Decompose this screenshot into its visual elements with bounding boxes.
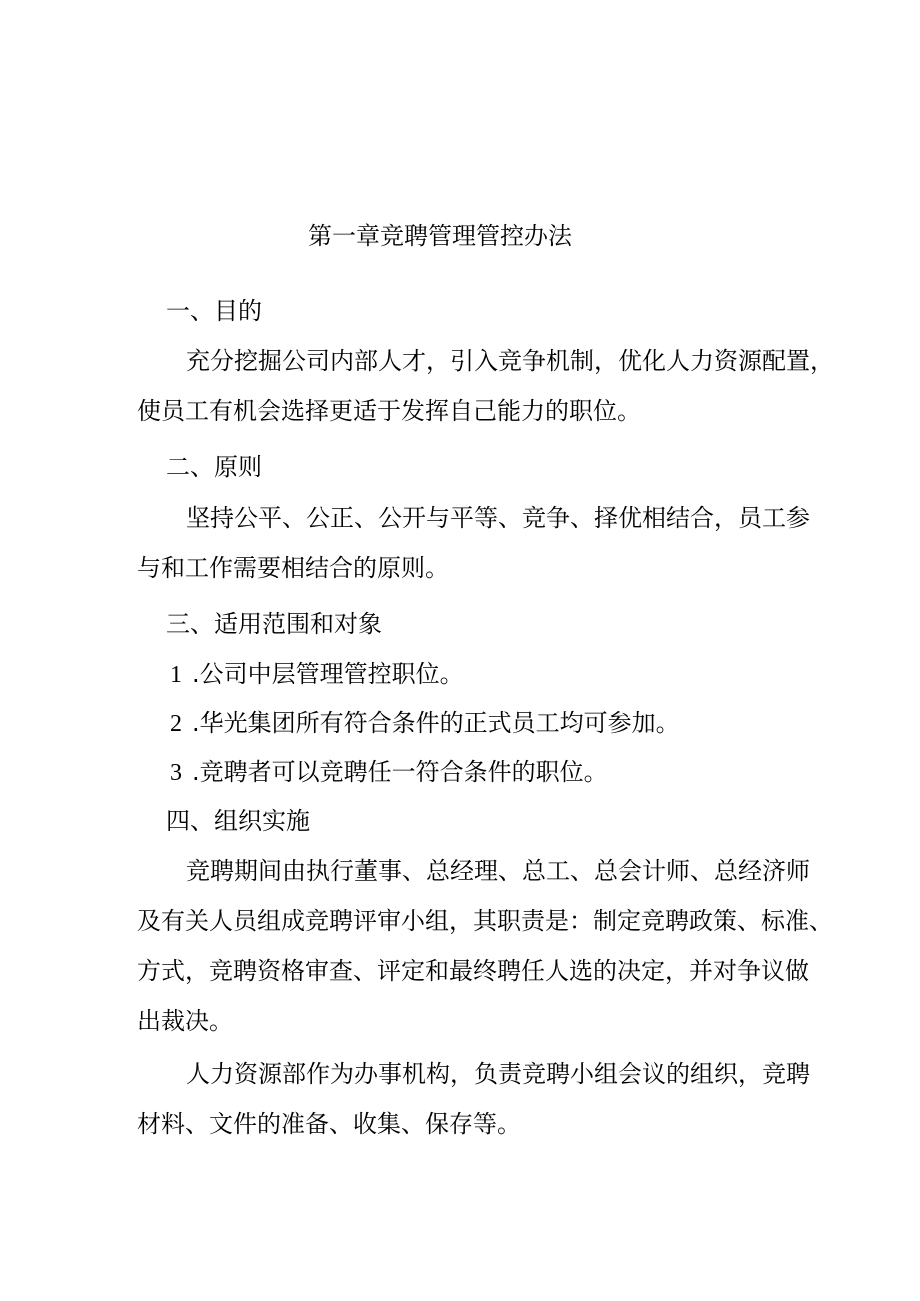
list-item-text: .公司中层管理管控职位。	[192, 660, 464, 688]
paragraph-line: 竞聘期间由执行董事、总经理、总工、总会计师、总经济师	[186, 857, 810, 885]
paragraph-line: 及有关人员组成竞聘评审小组，其职责是：制定竞聘政策、标准、	[137, 907, 833, 935]
paragraph-line: 材料、文件的准备、收集、保存等。	[137, 1110, 521, 1138]
section-heading-scope: 三、适用范围和对象	[166, 610, 382, 638]
list-item	[170, 705, 680, 742]
paragraph-line: 与和工作需要相结合的原则。	[137, 554, 449, 582]
paragraph-line: 人力资源部作为办事机构，负责竞聘小组会议的组织，竞聘	[186, 1060, 810, 1088]
section-heading-purpose: 一、目的	[166, 297, 262, 325]
paragraph-line: 使员工有机会选择更适于发挥自己能力的职位。	[137, 397, 641, 425]
list-item-number: 2	[170, 711, 182, 737]
list-item-text: .竞聘者可以竞聘任一符合条件的职位。	[192, 758, 608, 786]
section-heading-principle: 二、原则	[166, 453, 262, 481]
section-heading-implementation: 四、组织实施	[166, 807, 310, 835]
list-item-number: 1	[170, 662, 182, 688]
paragraph-line: 方式，竞聘资格审查、评定和最终聘任人选的决定，并对争议做	[137, 957, 809, 985]
list-item-text: .华光集团所有符合条件的正式员工均可参加。	[192, 709, 680, 737]
paragraph-line: 出裁决。	[137, 1007, 233, 1035]
list-item-number: 3	[170, 760, 182, 786]
list-item	[170, 656, 464, 693]
paragraph-line: 坚持公平、公正、公开与平等、竞争、择优相结合，员工参	[186, 504, 810, 532]
page-title: 第一章竞聘管理管控办法	[308, 222, 572, 250]
list-item	[170, 754, 608, 791]
paragraph-line: 充分挖掘公司内部人才，引入竞争机制，优化人力资源配置，	[186, 347, 834, 375]
